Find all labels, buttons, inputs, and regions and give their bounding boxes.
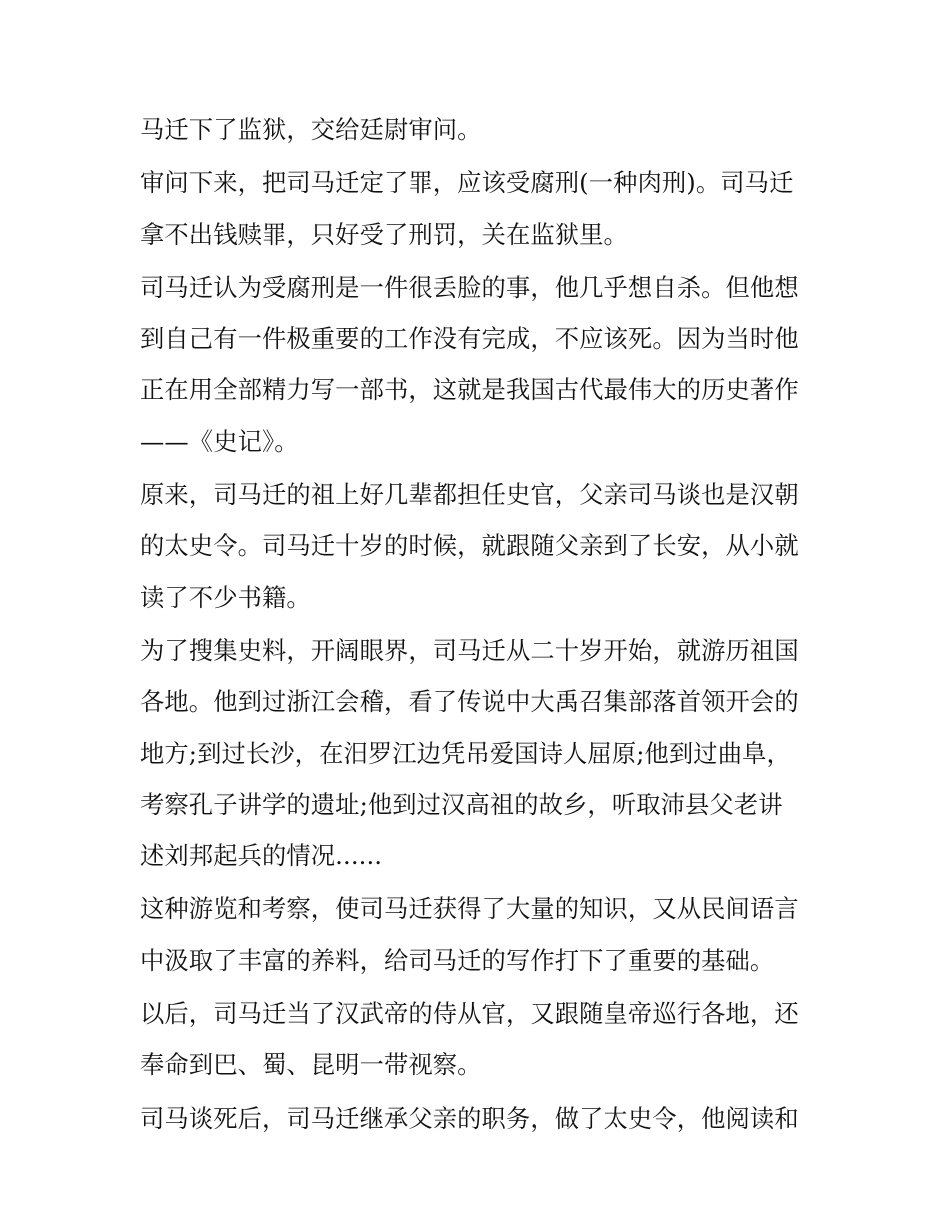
paragraph-prison [140, 104, 812, 155]
text-line: 考察孔子讲学的遗址;他到过汉高祖的故乡，听取沛县父老讲 [140, 789, 783, 819]
text-line: 的太史令。司马迁十岁的时候，就跟随父亲到了长安，从小就 [140, 531, 799, 561]
text-line: 马迁下了监狱，交给廷尉审问。 [140, 115, 482, 144]
paragraph-knowledge [140, 883, 812, 986]
text-line: 述刘邦起兵的情况...... [140, 841, 383, 871]
text-line: 奉命到巴、蜀、昆明一带视察。 [140, 1050, 482, 1080]
paragraph-sentence [140, 157, 812, 260]
text-line: 读了不少书籍。 [140, 582, 311, 612]
text-line: 到自己有一件极重要的工作没有完成，不应该死。因为当时他 [140, 324, 799, 354]
text-line: ——《史记》。 [140, 426, 299, 456]
text-line: 各地。他到过浙江会稽，看了传说中大禹召集部落首领开会的 [140, 687, 799, 717]
text-line: 正在用全部精力写一部书，这就是我国古代最伟大的历史著作 [140, 375, 799, 405]
text-line: 中汲取了丰富的养料，给司马迁的写作打下了重要的基础。 [140, 945, 775, 975]
paragraph-travels [140, 625, 812, 881]
paragraph-attendant [140, 988, 812, 1091]
text-line: 司马迁认为受腐刑是一件很丢脸的事，他几乎想自杀。但他想 [140, 272, 799, 302]
paragraph-shiji [140, 262, 812, 467]
text-line: 原来，司马迁的祖上好几辈都担任史官，父亲司马谈也是汉朝 [140, 480, 799, 510]
text-line: 以后，司马迁当了汉武帝的侍从官，又跟随皇帝巡行各地，还 [140, 999, 799, 1029]
text-line: 为了搜集史料，开阔眼界，司马迁从二十岁开始，就游历祖国 [140, 635, 799, 665]
document-body [140, 104, 812, 1146]
text-line: 拿不出钱赎罪，只好受了刑罚，关在监狱里。 [140, 219, 628, 249]
text-line: 审问下来，把司马迁定了罪，应该受腐刑(一种肉刑)。司马迁 [140, 168, 794, 198]
paragraph-taishiling [140, 1093, 812, 1144]
text-line: 司马谈死后，司马迁继承父亲的职务，做了太史令，他阅读和 [140, 1103, 799, 1133]
paragraph-ancestry [140, 469, 812, 623]
text-line: 这种游览和考察，使司马迁获得了大量的知识，又从民间语言 [140, 894, 799, 924]
text-line: 地方;到过长沙，在汨罗江边凭吊爱国诗人屈原;他到过曲阜， [140, 738, 791, 768]
